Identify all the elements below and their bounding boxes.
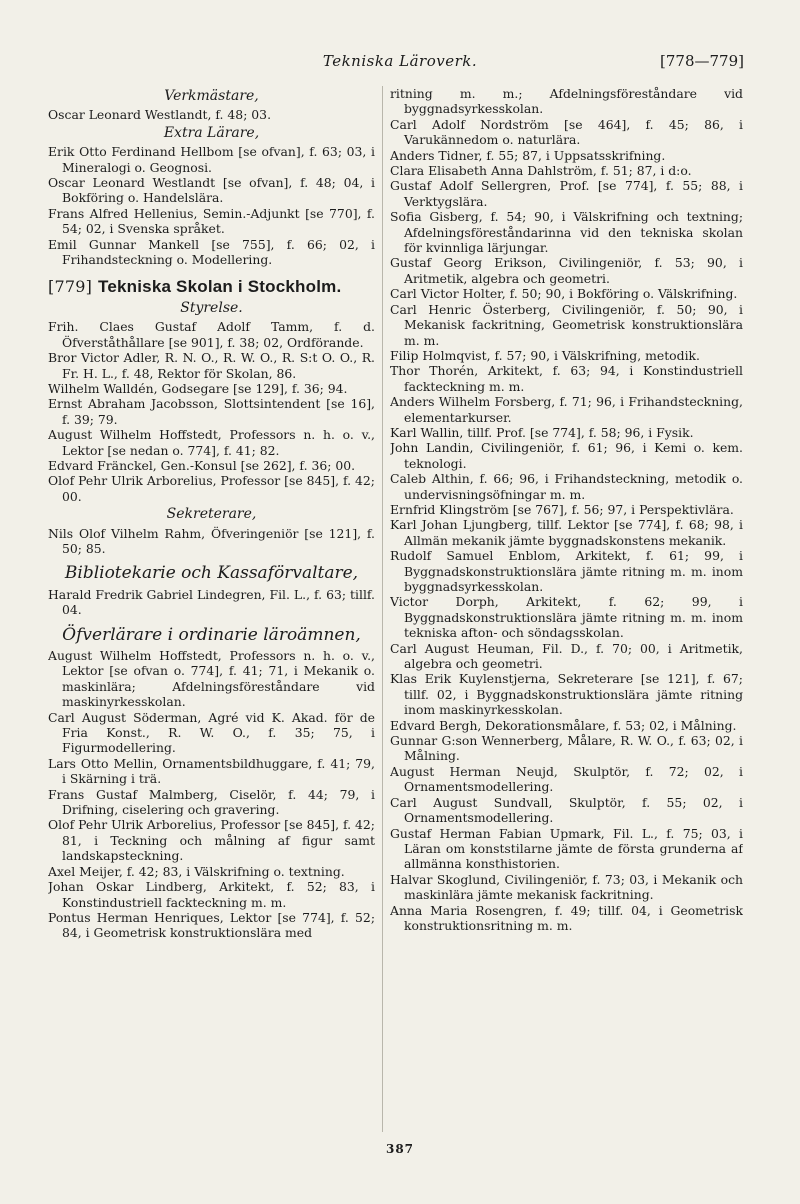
- entry: Halvar Skoglund, Civilingeniör, f. 73; 03, i Mekanik och maskinlära jämte mekanisk fackritning.: [390, 871, 743, 903]
- entry: Carl August Heuman, Fil. D., f. 70; 00, i Aritmetik, algebra och geometri.: [390, 640, 743, 672]
- entry: Ernst Abraham Jacobsson, Slottsintendent [se 16], f. 39; 79.: [48, 396, 375, 427]
- entry: Edvard Fränckel, Gen.-Konsul [se 262], f. 36; 00.: [48, 457, 356, 473]
- entry: ritning m. m.; Afdelningsföreståndare vid byggnadsyrkesskolan.: [390, 86, 743, 117]
- entry: Gustaf Adolf Sellergren, Prof. [se 774], f. 55; 88, i Verktygslära.: [390, 178, 743, 209]
- entry: Pontus Herman Henriques, Lektor [se 774], f. 52; 84, i Geometrisk konstruktionslära med: [48, 909, 375, 941]
- bibliotekarie-list: [48, 587, 375, 618]
- entry: Frih. Claes Gustaf Adolf Tamm, f. d. Öfverståthållare [se 901], f. 38; 02, Ordförande.: [48, 319, 375, 350]
- entry: Anna Maria Rosengren, f. 49; tillf. 04, i Geometrisk konstruktionsritning m. m.: [390, 902, 743, 933]
- right-column: [390, 86, 743, 1136]
- entry: Filip Holmqvist, f. 57; 90, i Välskrifning, metodik.: [390, 347, 700, 363]
- bibliotekarie-heading: Bibliotekarie och Kassaförvaltare,: [64, 563, 359, 584]
- entry: Ernfrid Klingström [se 767], f. 56; 97, i Perspektivlära.: [390, 501, 734, 517]
- entry: Clara Elisabeth Anna Dahlström, f. 51; 87, i d:o.: [390, 163, 692, 179]
- entry: Caleb Althin, f. 66; 96, i Frihandsteckning, metodik o. undervisningsöfningar m. m.: [390, 471, 743, 502]
- entry: Rudolf Samuel Enblom, Arkitekt, f. 61; 99, i Byggnadskonstruktionslära jämte ritning m. m. inom byggnadsyrkesskolan.: [390, 548, 743, 594]
- entry: August Wilhelm Hoffstedt, Professors n. h. o. v., Lektor [se ofvan o. 774], f. 41; 71, i Mekanik o. maskinlära; Afdelningsföreståndare vid maskinyrkesskolan.: [48, 648, 375, 710]
- entry: Bror Victor Adler, R. N. O., R. W. O., R. S:t O. O., R. Fr. H. L., f. 48, Rektor för Skolan, 86.: [48, 350, 375, 381]
- entry: Oscar Leonard Westlandt, f. 48; 03.: [48, 107, 272, 123]
- entry: Olof Pehr Ulrik Arborelius, Professor [se 845], f. 42; 81, i Teckning och målning af figur samt landskapsteckning.: [48, 817, 375, 864]
- entry: Carl Victor Holter, f. 50; 90, i Bokföring o. Välskrifning.: [390, 286, 738, 302]
- entry: Gunnar G:son Wennerberg, Målare, R. W. O., f. 63; 02, i Målning.: [390, 733, 743, 764]
- sekreterare-heading: Sekreterare,: [166, 506, 257, 523]
- column-divider: [382, 86, 383, 1132]
- entry: Anders Tidner, f. 55; 87, i Uppsatsskrifning.: [390, 147, 666, 163]
- entry: Harald Fredrik Gabriel Lindegren, Fil. L., f. 63; tillf. 04.: [48, 586, 375, 618]
- entry: Karl Johan Ljungberg, tillf. Lektor [se 774], f. 68; 98, i Allmän mekanik jämte byggnadskonstens mekanik.: [390, 517, 743, 548]
- extra-larare-heading: Extra Lärare,: [163, 124, 260, 141]
- styrelse-list: [48, 319, 375, 504]
- entry: Edvard Bergh, Dekorationsmålare, f. 53; 02, i Målning.: [390, 717, 737, 733]
- page-number: 387: [385, 1142, 415, 1156]
- section-title: [48, 277, 375, 297]
- entry: Gustaf Georg Erikson, Civilingeniör, f. 53; 90, i Aritmetik, algebra och geometri.: [390, 255, 743, 286]
- entry: Carl Henric Österberg, Civilingeniör, f. 50; 90, i Mekanisk fackritning, Geometrisk konstruktionslära m. m.: [390, 301, 743, 348]
- entry: Klas Erik Kuylenstjerna, Sekreterare [se 121], f. 67; tillf. 02, i Byggnadskonstruktionslära jämte ritning inom maskinyrkesskolan.: [390, 671, 743, 718]
- overlarare-heading: Öfverlärare i ordinarie läroämnen,: [62, 624, 361, 645]
- section-title-text: Tekniska Skolan i Stockholm.: [98, 277, 342, 297]
- entry: Frans Alfred Hellenius, Semin.-Adjunkt [se 770], f. 54; 02, i Svenska språket.: [48, 205, 375, 237]
- sekreterare-list: [48, 526, 375, 557]
- running-head: Tekniska Läroverk.: [322, 52, 478, 70]
- overlarare-list: [48, 648, 375, 941]
- entry: Emil Gunnar Mankell [se 755], f. 66; 02, i Frihandsteckning o. Modellering.: [48, 236, 375, 268]
- section-number: [779]: [48, 277, 93, 297]
- extra-larare-list: [48, 144, 375, 267]
- entry: Carl August Sundvall, Skulptör, f. 55; 02, i Ornamentsmodellering.: [390, 794, 743, 826]
- entry: Olof Pehr Ulrik Arborelius, Professor [se 845], f. 42; 00.: [48, 473, 375, 504]
- entry: Karl Wallin, tillf. Prof. [se 774], f. 58; 96, i Fysik.: [390, 424, 694, 440]
- entry: August Herman Neujd, Skulptör, f. 72; 02, i Ornamentsmodellering.: [390, 763, 743, 795]
- entry: Oscar Leonard Westlandt [se ofvan], f. 48; 04, i Bokföring o. Handelslära.: [48, 175, 375, 206]
- entry: Gustaf Herman Fabian Upmark, Fil. L., f. 75; 03, i Läran om konststilarne jämte de första grunderna af allmänna konsthistorien.: [390, 825, 743, 872]
- right-entries-list: [390, 86, 743, 933]
- entry: August Wilhelm Hoffstedt, Professors n. h. o. v., Lektor [se nedan o. 774], f. 41; 82.: [48, 427, 375, 458]
- verkmastare-list: [48, 107, 375, 122]
- styrelse-heading: Styrelse.: [180, 299, 243, 316]
- entry: Carl August Söderman, Agré vid K. Akad. för de Fria Konst., R. W. O., f. 35; 75, i Figurmodellering.: [48, 709, 375, 756]
- entry: Anders Wilhelm Forsberg, f. 71; 96, i Frihandsteckning, elementarkurser.: [390, 394, 743, 425]
- entry: Victor Dorph, Arkitekt, f. 62; 99, i Byggnadskonstruktionslära jämte ritning m. m. inom tekniska afton- och söndagsskolan.: [390, 594, 743, 641]
- entry: Erik Otto Ferdinand Hellbom [se ofvan], f. 63; 03, i Mineralogi o. Geognosi.: [48, 144, 375, 175]
- entry: Sofia Gisberg, f. 54; 90, i Välskrifning och textning; Afdelningsföreståndarinna vid den tekniska skolan för kvinnliga lärjungar.: [390, 209, 743, 256]
- page-range: [778—779]: [660, 52, 744, 70]
- entry: Carl Adolf Nordström [se 464], f. 45; 86, i Varukännedom o. naturlära.: [390, 116, 743, 148]
- entry: Wilhelm Walldén, Godsegare [se 129], f. 36; 94.: [48, 380, 348, 396]
- verkmastare-heading: Verkmästare,: [164, 88, 259, 104]
- entry: Lars Otto Mellin, Ornamentsbildhuggare, f. 41; 79, i Skärning i trä.: [48, 755, 375, 787]
- entry: Thor Thorén, Arkitekt, f. 63; 94, i Konstindustriell fackteckning m. m.: [390, 363, 743, 394]
- entry: Axel Meijer, f. 42; 83, i Välskrifning o. textning.: [48, 863, 345, 879]
- left-column: [48, 86, 375, 1136]
- entry: Johan Oskar Lindberg, Arkitekt, f. 52; 83, i Konstindustriell fackteckning m. m.: [48, 879, 375, 910]
- entry: Nils Olof Vilhelm Rahm, Öfveringeniör [se 121], f. 50; 85.: [48, 525, 375, 556]
- entry: Frans Gustaf Malmberg, Ciselör, f. 44; 79, i Drifning, ciselering och gravering.: [48, 786, 375, 818]
- entry: John Landin, Civilingeniör, f. 61; 96, i Kemi o. kem. teknologi.: [390, 440, 743, 471]
